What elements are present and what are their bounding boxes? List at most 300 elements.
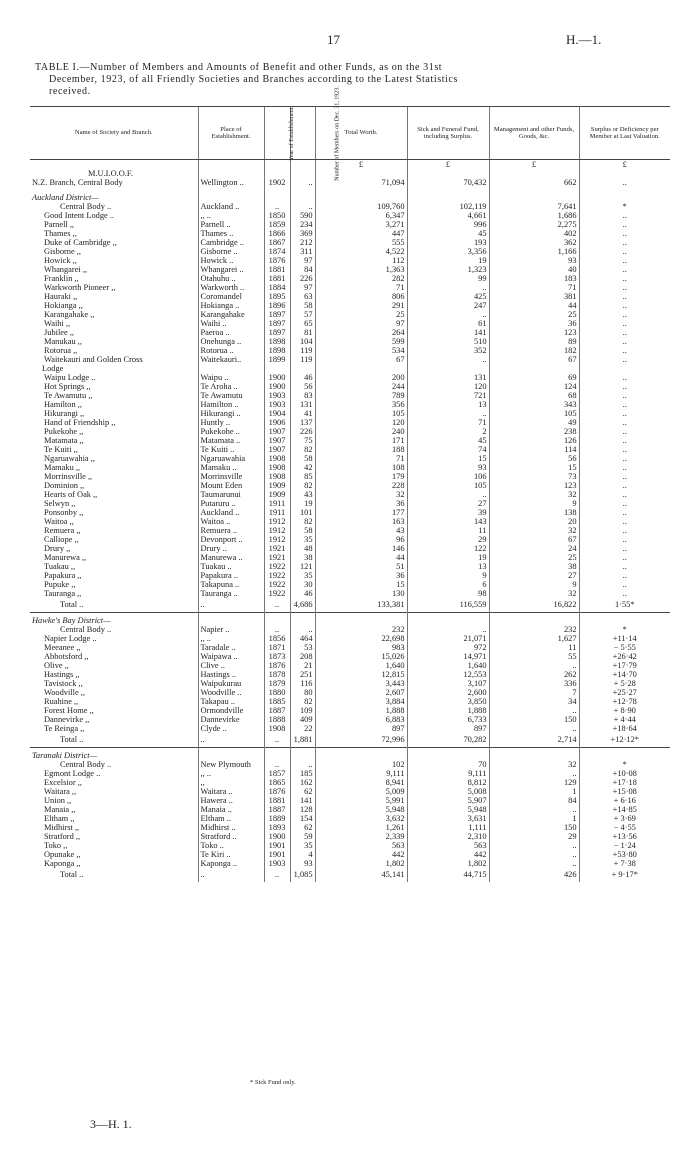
cell-name: Pukekohe ,, <box>44 427 84 436</box>
cell-year: 1908 <box>264 454 290 463</box>
cell-name: Manurewa ,, <box>44 553 87 562</box>
cell-worth: 51 <box>315 562 407 571</box>
cell-worth: 789 <box>315 391 407 400</box>
cell-name: Drury ,, <box>44 544 71 553</box>
cell-members: 58 <box>290 301 315 310</box>
cell-surplus: + 4·44 <box>579 715 670 724</box>
cell-worth: 105 <box>315 409 407 418</box>
cell-surplus: .. <box>579 220 670 229</box>
cell-place: Auckland .. <box>198 202 264 211</box>
table-row <box>30 724 670 733</box>
cell-mgmt: 93 <box>489 256 579 265</box>
table-row <box>30 355 670 364</box>
cell-place: Manaia .. <box>198 805 264 814</box>
cell-sick: 563 <box>407 841 489 850</box>
cell-mgmt <box>489 193 579 202</box>
cell-members: 590 <box>290 211 315 220</box>
cell-place: ,, .. <box>198 769 264 778</box>
table-row <box>30 463 670 472</box>
cell-place <box>198 364 264 373</box>
cell-members: 82 <box>290 517 315 526</box>
cell-mgmt: 126 <box>489 436 579 445</box>
cell-members: 83 <box>290 391 315 400</box>
cell-sick: 106 <box>407 472 489 481</box>
cell-year: 1902 <box>264 178 290 187</box>
cell-surplus: 1·55* <box>579 598 670 613</box>
cell-sick: .. <box>407 490 489 499</box>
cell-name: Waitekauri and Golden Cross <box>44 355 143 364</box>
table-row <box>30 706 670 715</box>
table-row <box>30 697 670 706</box>
cell-worth: 897 <box>315 724 407 733</box>
cell-place: Waitekauri.. <box>198 355 264 364</box>
cell-surplus: .. <box>579 418 670 427</box>
cell-members <box>290 751 315 760</box>
cell-members: 97 <box>290 283 315 292</box>
cell-sick: 70 <box>407 760 489 769</box>
cell-sick <box>407 169 489 178</box>
cell-mgmt: 232 <box>489 625 579 634</box>
cell-mgmt: 36 <box>489 319 579 328</box>
cell-sick: 11 <box>407 526 489 535</box>
cell-sick: 14,971 <box>407 652 489 661</box>
cell-members: 63 <box>290 292 315 301</box>
table-row <box>30 688 670 697</box>
cell-mgmt: .. <box>489 859 579 868</box>
cell-surplus: .. <box>579 571 670 580</box>
cell-surplus: +14·85 <box>579 805 670 814</box>
table-row <box>30 535 670 544</box>
cell-mgmt: 32 <box>489 490 579 499</box>
cell-worth: 163 <box>315 517 407 526</box>
cell-members <box>290 169 315 178</box>
cell-name: Napier Lodge .. <box>44 634 97 643</box>
cell-surplus: +15·08 <box>579 787 670 796</box>
cell-place: Matamata .. <box>198 436 264 445</box>
cell-mgmt: 2,275 <box>489 220 579 229</box>
cell-surplus: .. <box>579 382 670 391</box>
cell-year: 1879 <box>264 679 290 688</box>
cell-year: 1922 <box>264 562 290 571</box>
cell-sick: 13 <box>407 562 489 571</box>
district-heading-row <box>30 193 670 202</box>
cell-place: Pukekohe .. <box>198 427 264 436</box>
cell-surplus: .. <box>579 310 670 319</box>
cell-year: .. <box>264 598 290 613</box>
table-row <box>30 679 670 688</box>
cell-mgmt: 20 <box>489 517 579 526</box>
cell-name: Gisborne ,, <box>44 247 81 256</box>
cell-place: Karangahake <box>198 310 264 319</box>
cell-members: 464 <box>290 634 315 643</box>
title-line-2: December, 1923, of all Friendly Societies and Branches according to the Latest Statistics <box>49 74 459 85</box>
cell-name: Te Kuiti ,, <box>44 445 78 454</box>
cell-sick <box>407 616 489 625</box>
cell-sick: 21,071 <box>407 634 489 643</box>
table-row <box>30 661 670 670</box>
cell-worth: 112 <box>315 256 407 265</box>
cell-name: Parnell ,, <box>44 220 75 229</box>
cell-surplus: +17·79 <box>579 661 670 670</box>
table-row <box>30 238 670 247</box>
cell-surplus: .. <box>579 391 670 400</box>
cell-surplus: .. <box>579 508 670 517</box>
cell-sick: .. <box>407 625 489 634</box>
cell-surplus: + 5·28 <box>579 679 670 688</box>
cell-sick: 6 <box>407 580 489 589</box>
table-row <box>30 328 670 337</box>
cell-mgmt: 71 <box>489 283 579 292</box>
cell-members: 154 <box>290 814 315 823</box>
cell-name: Duke of Cambridge ,, <box>44 238 117 247</box>
cell-sick: 27 <box>407 499 489 508</box>
cell-place: Te Kuiti .. <box>198 445 264 454</box>
table-row <box>30 850 670 859</box>
table-row <box>30 472 670 481</box>
cell-surplus: + 6·16 <box>579 796 670 805</box>
cell-members: .. <box>290 202 315 211</box>
cell-sick: 99 <box>407 274 489 283</box>
cell-mgmt: 381 <box>489 292 579 301</box>
cell-year: 1876 <box>264 661 290 670</box>
cell-members: 119 <box>290 355 315 364</box>
cell-sick: 1,111 <box>407 823 489 832</box>
cell-worth: 2,607 <box>315 688 407 697</box>
cell-worth: 44 <box>315 553 407 562</box>
cell-members: 162 <box>290 778 315 787</box>
cell-mgmt: 56 <box>489 454 579 463</box>
cell-mgmt: 68 <box>489 391 579 400</box>
cell-surplus: +12·78 <box>579 697 670 706</box>
title-line-3: received. <box>49 86 91 97</box>
cell-surplus: + 8·90 <box>579 706 670 715</box>
cell-name: Total .. <box>60 600 84 609</box>
unit-worth: £ <box>315 160 407 170</box>
cell-members: 251 <box>290 670 315 679</box>
cell-year: 1874 <box>264 247 290 256</box>
cell-surplus: + 7·38 <box>579 859 670 868</box>
cell-year: 1895 <box>264 292 290 301</box>
cell-surplus: * <box>579 625 670 634</box>
cell-members: 41 <box>290 409 315 418</box>
cell-members: 185 <box>290 769 315 778</box>
table-row <box>30 454 670 463</box>
cell-worth: 36 <box>315 571 407 580</box>
cell-sick: .. <box>407 283 489 292</box>
table-row <box>30 400 670 409</box>
cell-worth: 133,381 <box>315 598 407 613</box>
cell-place: Hastings .. <box>198 670 264 679</box>
table-row <box>30 517 670 526</box>
cell-surplus <box>579 616 670 625</box>
cell-sick: 141 <box>407 328 489 337</box>
cell-mgmt: 15 <box>489 463 579 472</box>
cell-year: 1904 <box>264 409 290 418</box>
cell-sick: 510 <box>407 337 489 346</box>
cell-year: 1909 <box>264 481 290 490</box>
cell-place: Te Aroha .. <box>198 382 264 391</box>
cell-worth: 1,888 <box>315 706 407 715</box>
cell-surplus: * <box>579 202 670 211</box>
cell-members: 1,085 <box>290 868 315 882</box>
cell-year: 1911 <box>264 508 290 517</box>
cell-worth: 177 <box>315 508 407 517</box>
cell-mgmt: 11 <box>489 643 579 652</box>
district-heading-row <box>30 751 670 760</box>
cell-mgmt: 402 <box>489 229 579 238</box>
cell-mgmt <box>489 751 579 760</box>
cell-worth: 109,760 <box>315 202 407 211</box>
cell-members: 4 <box>290 850 315 859</box>
cell-place: Dannevirke <box>198 715 264 724</box>
cell-name: Auckland District— <box>32 193 99 202</box>
cell-sick: 5,948 <box>407 805 489 814</box>
cell-members: 43 <box>290 490 315 499</box>
cell-year: 1908 <box>264 472 290 481</box>
cell-mgmt: .. <box>489 769 579 778</box>
cell-worth: 171 <box>315 436 407 445</box>
cell-surplus: +18·64 <box>579 724 670 733</box>
header-surplus: Surplus or Deficiency per Member at Last Valuation. <box>579 107 670 160</box>
cell-year: 1901 <box>264 841 290 850</box>
cell-surplus: .. <box>579 589 670 598</box>
cell-surplus: .. <box>579 328 670 337</box>
cell-surplus: * <box>579 760 670 769</box>
cell-place: Devonport .. <box>198 535 264 544</box>
cell-place: Clive .. <box>198 661 264 670</box>
cell-worth: 8,941 <box>315 778 407 787</box>
cell-name: Woodville ,, <box>44 688 85 697</box>
cell-place: Midhirst .. <box>198 823 264 832</box>
cell-worth: 534 <box>315 346 407 355</box>
cell-mgmt: 1 <box>489 787 579 796</box>
cell-year: 1907 <box>264 436 290 445</box>
cell-sick: 247 <box>407 301 489 310</box>
cell-mgmt: 123 <box>489 328 579 337</box>
cell-members: 4,686 <box>290 598 315 613</box>
cell-members: 42 <box>290 463 315 472</box>
table-row <box>30 526 670 535</box>
cell-year: 1896 <box>264 301 290 310</box>
units-row <box>30 160 670 170</box>
cell-mgmt: 129 <box>489 778 579 787</box>
cell-name: Dannevirke ,, <box>44 715 90 724</box>
cell-worth: 22,698 <box>315 634 407 643</box>
cell-surplus: .. <box>579 481 670 490</box>
cell-surplus: .. <box>579 319 670 328</box>
cell-worth: 146 <box>315 544 407 553</box>
society-heading-row <box>30 169 670 178</box>
cell-worth: 264 <box>315 328 407 337</box>
cell-name: Hastings ,, <box>44 670 80 679</box>
cell-place: Paeroa .. <box>198 328 264 337</box>
cell-mgmt: .. <box>489 724 579 733</box>
table-row <box>30 571 670 580</box>
cell-place: .. <box>198 868 264 882</box>
unit-mgmt: £ <box>489 160 579 170</box>
cell-year: 1878 <box>264 670 290 679</box>
cell-year: 1922 <box>264 589 290 598</box>
cell-worth: 179 <box>315 472 407 481</box>
table-row <box>30 292 670 301</box>
cell-mgmt: 24 <box>489 544 579 553</box>
cell-surplus <box>579 169 670 178</box>
table-row <box>30 211 670 220</box>
cell-year: 1900 <box>264 832 290 841</box>
cell-place: Rotorua .. <box>198 346 264 355</box>
cell-name: Tuakau ,, <box>44 562 76 571</box>
cell-surplus: +14·70 <box>579 670 670 679</box>
cell-surplus: .. <box>579 265 670 274</box>
cell-worth: 356 <box>315 400 407 409</box>
cell-name: Te Reinga ,, <box>44 724 85 733</box>
cell-place: ,, <box>198 778 264 787</box>
cell-year: 1897 <box>264 310 290 319</box>
cell-mgmt: 662 <box>489 178 579 187</box>
cell-mgmt: 183 <box>489 274 579 283</box>
cell-surplus: .. <box>579 400 670 409</box>
cell-worth: 108 <box>315 463 407 472</box>
cell-place: Auckland .. <box>198 508 264 517</box>
cell-surplus: .. <box>579 454 670 463</box>
cell-sick: 116,559 <box>407 598 489 613</box>
table-row <box>30 247 670 256</box>
cell-members: .. <box>290 625 315 634</box>
cell-sick: 122 <box>407 544 489 553</box>
cell-mgmt: 40 <box>489 265 579 274</box>
cell-place: Cambridge .. <box>198 238 264 247</box>
table-row <box>30 544 670 553</box>
cell-members: 58 <box>290 454 315 463</box>
cell-members: 109 <box>290 706 315 715</box>
cell-year: 1922 <box>264 571 290 580</box>
cell-mgmt: 32 <box>489 760 579 769</box>
header-total-worth: Total Worth. <box>315 107 407 160</box>
cell-surplus: − 1·24 <box>579 841 670 850</box>
cell-year: 1900 <box>264 382 290 391</box>
cell-place: Hokianga .. <box>198 301 264 310</box>
cell-year: 1857 <box>264 769 290 778</box>
cell-year: 1898 <box>264 337 290 346</box>
cell-members: 30 <box>290 580 315 589</box>
cell-name: Hauraki ,, <box>44 292 78 301</box>
cell-mgmt: 150 <box>489 823 579 832</box>
cell-worth: 12,815 <box>315 670 407 679</box>
cell-sick: 44,715 <box>407 868 489 882</box>
cell-name: Excelsior ,, <box>44 778 82 787</box>
cell-members: 82 <box>290 481 315 490</box>
cell-name: Whangarei ,, <box>44 265 88 274</box>
cell-place: Morrinsville <box>198 472 264 481</box>
cell-name: Hearts of Oak ,, <box>44 490 98 499</box>
cell-name: Rotorua ,, <box>44 346 78 355</box>
cell-members: 35 <box>290 535 315 544</box>
cell-worth: 291 <box>315 301 407 310</box>
title-line-1: TABLE I.—Number of Members and Amounts of Benefit and other Funds, as on the 31st <box>35 62 443 73</box>
cell-place: Taradale .. <box>198 643 264 652</box>
cell-year: 1903 <box>264 400 290 409</box>
cell-place: Howick .. <box>198 256 264 265</box>
cell-surplus <box>579 751 670 760</box>
cell-name: M.U.I.O.O.F. <box>88 169 133 178</box>
cell-mgmt: .. <box>489 706 579 715</box>
cell-place: Waipukurau <box>198 679 264 688</box>
cell-sick: 102,119 <box>407 202 489 211</box>
cell-sick: 972 <box>407 643 489 652</box>
cell-worth <box>315 193 407 202</box>
cell-surplus: .. <box>579 427 670 436</box>
cell-name: Tauranga ,, <box>44 589 82 598</box>
table-row <box>30 832 670 841</box>
cell-mgmt: 150 <box>489 715 579 724</box>
table-row <box>30 229 670 238</box>
cell-name: Taranaki District— <box>32 751 98 760</box>
cell-sick: 105 <box>407 481 489 490</box>
table-row <box>30 310 670 319</box>
table-row <box>30 553 670 562</box>
cell-year: 1912 <box>264 535 290 544</box>
header-sick-fund: Sick and Funeral Fund, including Surplus. <box>407 107 489 160</box>
cell-members: 46 <box>290 589 315 598</box>
cell-place: Wellington .. <box>198 178 264 187</box>
cell-surplus: .. <box>579 490 670 499</box>
cell-name: Central Body .. <box>60 625 112 634</box>
cell-name: Toko ,, <box>44 841 68 850</box>
cell-surplus: .. <box>579 238 670 247</box>
cell-mgmt: 34 <box>489 697 579 706</box>
table-row <box>30 391 670 400</box>
cell-sick: 45 <box>407 436 489 445</box>
cell-mgmt: 1,166 <box>489 247 579 256</box>
cell-mgmt: 9 <box>489 580 579 589</box>
cell-surplus: .. <box>579 178 670 187</box>
cell-members: 97 <box>290 256 315 265</box>
cell-name: Central Body .. <box>60 760 112 769</box>
cell-worth: 3,632 <box>315 814 407 823</box>
cell-worth: 188 <box>315 445 407 454</box>
cell-name: Mamaku ,, <box>44 463 81 472</box>
unit-sick: £ <box>407 160 489 170</box>
cell-sick: 61 <box>407 319 489 328</box>
cell-mgmt: 69 <box>489 373 579 382</box>
cell-sick: 70,282 <box>407 733 489 748</box>
cell-sick: 1,323 <box>407 265 489 274</box>
cell-mgmt: 182 <box>489 346 579 355</box>
cell-sick: 45 <box>407 229 489 238</box>
cell-place: Takapuna .. <box>198 580 264 589</box>
total-row <box>30 733 670 748</box>
cell-mgmt: 123 <box>489 481 579 490</box>
cell-year: 1881 <box>264 274 290 283</box>
cell-sick: .. <box>407 355 489 364</box>
cell-members: 409 <box>290 715 315 724</box>
table-row <box>30 319 670 328</box>
cell-sick: 2,310 <box>407 832 489 841</box>
cell-surplus: .. <box>579 409 670 418</box>
cell-worth: 120 <box>315 418 407 427</box>
cell-year: 1884 <box>264 283 290 292</box>
cell-worth: 96 <box>315 535 407 544</box>
unit-surplus: £ <box>579 160 670 170</box>
cell-mgmt: 25 <box>489 553 579 562</box>
cell-worth: 555 <box>315 238 407 247</box>
cell-members: .. <box>290 178 315 187</box>
cell-surplus: .. <box>579 544 670 553</box>
cell-name: Manaia ,, <box>44 805 76 814</box>
cell-members: 121 <box>290 562 315 571</box>
cell-name: Opunake ,, <box>44 850 81 859</box>
cell-place: Putaruru .. <box>198 499 264 508</box>
